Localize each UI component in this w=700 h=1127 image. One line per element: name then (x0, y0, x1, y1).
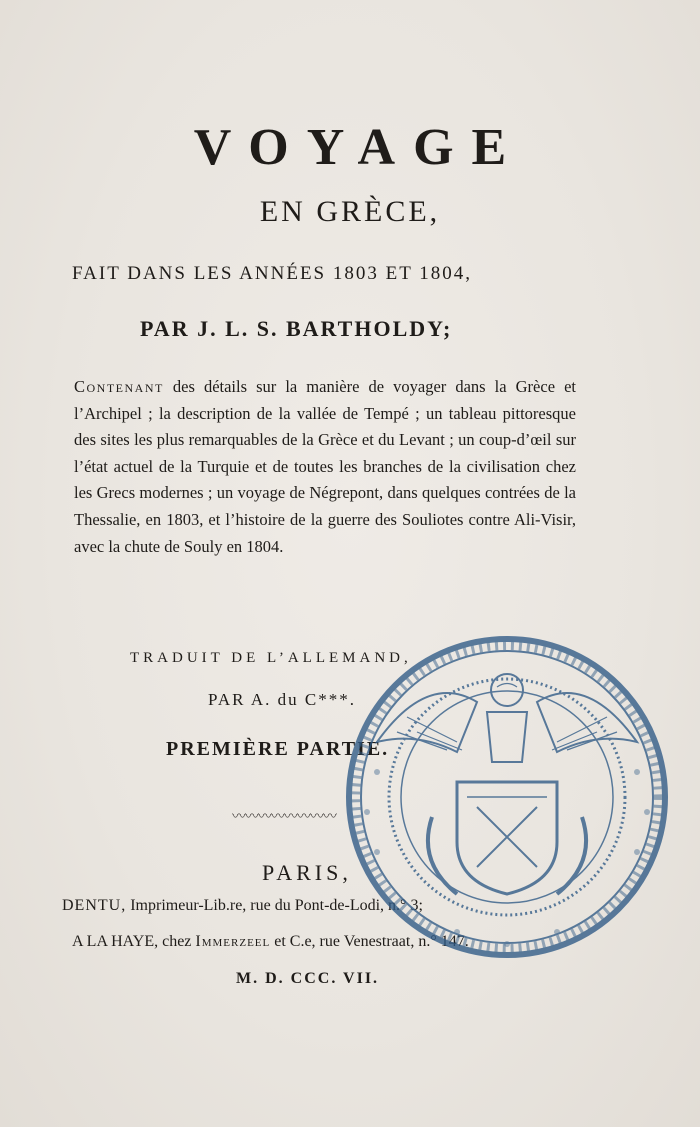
book-subtitle: EN GRÈCE, (259, 195, 441, 228)
contents-lead-word: Contenant (74, 377, 164, 396)
author-line: PAR J. L. S. BARTHOLDY; (140, 316, 453, 341)
la-haye-place: A LA HAYE, (72, 933, 159, 950)
la-haye-chez: chez (158, 933, 196, 950)
contents-summary (74, 374, 576, 560)
la-haye-address: et C.e, rue Venestraat, n.° 147. (270, 933, 469, 950)
la-haye-publisher: Immerzeel (195, 933, 271, 950)
printer-address: Imprimeur-Lib.re, rue du Pont-de-Lodi, n.° 3; (126, 897, 423, 914)
contents-text: des détails sur la manière de voyager dans la Grèce et l’Archipel ; la description de la vallée de Tempé ; un tableau pittoresque des sites les plus remarquables de la Grèce et du Levant ; un coup-d’œil sur l’état actuel de la Turquie et de toutes les branches de la civilisation chez les Grecs modernes ; un voyage de Négrepont, dans quelques contrées de la Thessalie, en 1803, et l’histoire de la guerre des Souliotes contre Ali-Visir, avec la chute de Souly en 1804. (74, 377, 576, 556)
part-label: PREMIÈRE PARTIE. (166, 738, 390, 760)
translation-note: TRADUIT DE L’ALLEMAND, (130, 650, 412, 666)
book-title: VOYAGE (193, 119, 525, 176)
angel-seal-icon (337, 632, 677, 962)
publication-year: M. D. CCC. VII. (236, 970, 380, 987)
translator-line: PAR A. du C***. (208, 690, 356, 709)
printer-name: DENTU, (62, 897, 127, 914)
publication-city: PARIS, (262, 860, 352, 885)
ornamental-rule: 〰〰〰〰〰〰〰〰 (232, 809, 336, 825)
travel-dates: FAIT DANS LES ANNÉES 1803 ET 1804, (72, 263, 472, 284)
